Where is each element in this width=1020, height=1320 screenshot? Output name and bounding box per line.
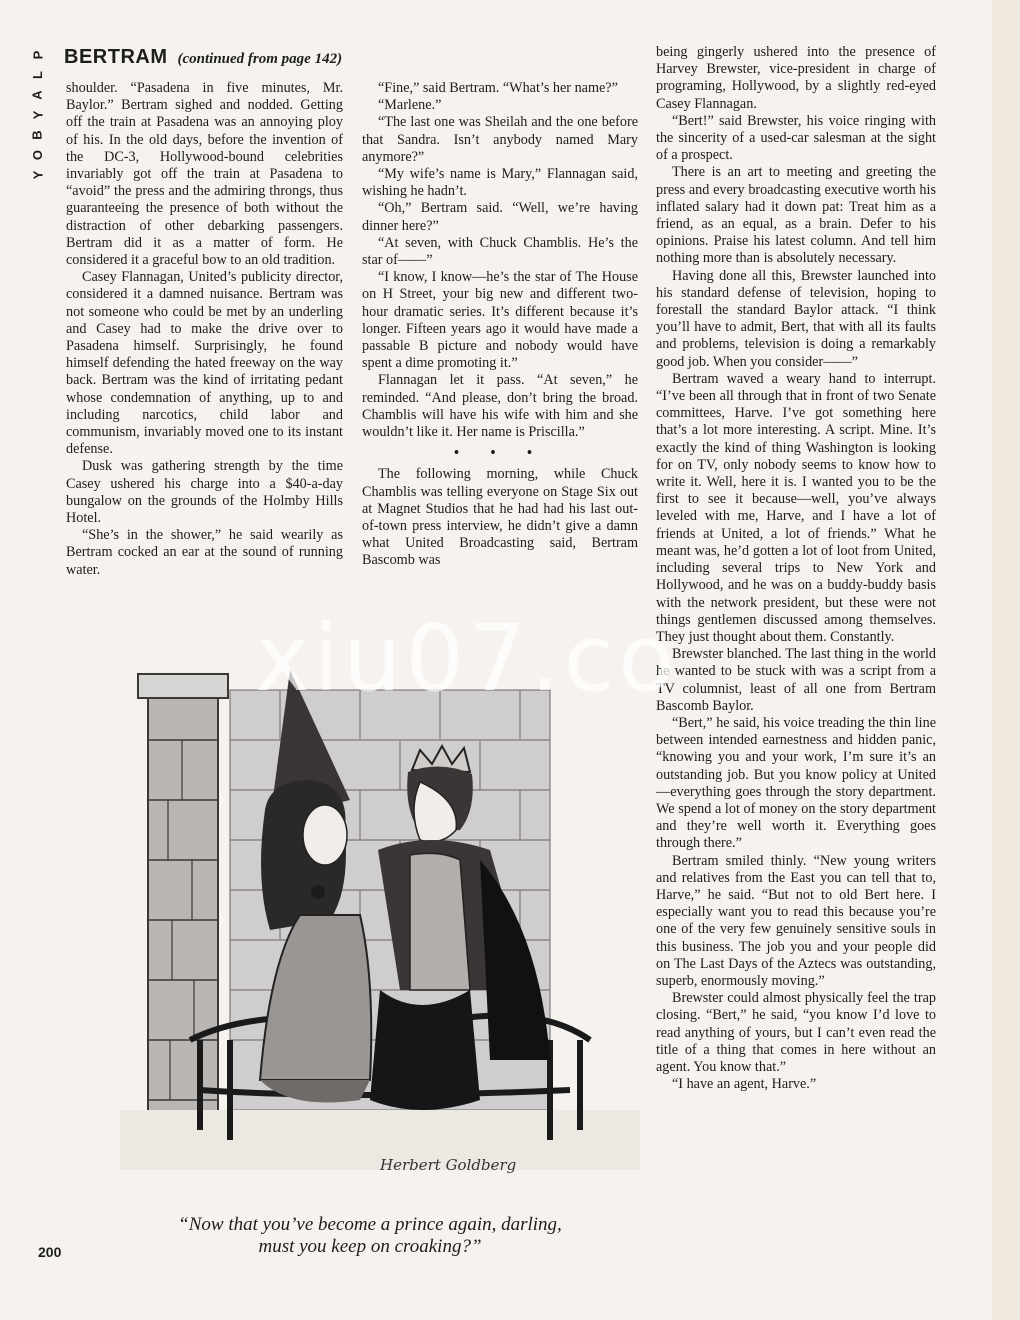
cartoon-illustration — [120, 660, 640, 1210]
paragraph: Having done all this, Brewster launched into his standard defense of television, hoping to forestall the standard Baylor attack. “I think you’ll have to admit, Bert, that with all its faults and problems, television is doing a remarkably good job. When you consider——” — [656, 267, 936, 370]
paragraph: “Marlene.” — [378, 97, 442, 114]
caption-line: “Now that you’ve become a prince again, darling, — [178, 1214, 562, 1235]
paragraph: being gingerly ushered into the presence of Harvey Brewster, vice-president in charge of programing, Hollywood, by a slightly red-eyed Casey Flannagan. — [656, 44, 936, 112]
paragraph: Casey Flannagan, United’s publicity director, considered it a damned nuisance. Bertram was not someone who could be met by an underling and Casey had to make the drive over to Pasadena himself. Surprisingly, he found himself defending the hated freeway on the way back. Bertram was the kind of irritating pedant whose condemnation of anything, up to and including narcotics, child labor and communism, invariably moved one to its instant defense. — [66, 269, 343, 458]
caption-line: must you keep on croaking?” — [258, 1236, 482, 1257]
paragraph: “I know, I know—he’s the star of The House on H Street, your big new and different two-hour dramatic series. It’s different because it’s longer. Fifteen years ago it would have made a passable B picture and nobody would have spent a dime promoting it.” — [362, 269, 638, 372]
mag-letter: Y — [29, 110, 45, 120]
stone-column — [138, 674, 228, 1160]
paragraph: Brewster could almost physically feel the trap closing. “Bert,” he said, “you know I’d love to read anything of yours, but I can’t even read the title of a thing that comes in here without an agent. You know that.” — [656, 990, 936, 1075]
text-column-2 — [362, 80, 638, 570]
paragraph: “At seven, with Chuck Chamblis. He’s the star of——” — [362, 234, 638, 269]
text-column-1 — [66, 80, 343, 579]
cartoon-drawing — [120, 660, 640, 1210]
paragraph: Flannagan let it pass. “At seven,” he reminded. “And please, don’t bring the broad. Chamblis will have his wife with him and she wouldn’t like it. Her name is Priscilla.” — [362, 372, 638, 441]
mag-letter: L — [29, 71, 45, 79]
article-header — [64, 46, 342, 69]
mag-letter: A — [29, 90, 45, 100]
mag-letter: P — [29, 50, 45, 60]
page-edge — [992, 0, 1020, 1320]
paragraph: Brewster blanched. The last thing in the world he wanted to be stuck with was a script from a TV columnist, least of all one from Bertram Bascomb Baylor. — [656, 646, 936, 714]
paragraph: “I have an agent, Harve.” — [672, 1076, 817, 1093]
paragraph: “Fine,” said Bertram. “What’s her name?” — [378, 80, 618, 96]
page-number: 200 — [38, 1244, 62, 1260]
text-column-3 — [656, 44, 936, 1093]
magazine-name-vertical — [28, 48, 48, 182]
paragraph: “Bert,” he said, his voice treading the thin line between intended earnestness and hidden panic, “knowing you and your work, I’m sure it’s an outstanding job. But you know policy at United—everything goes through the story department. We spend a lot of money on the story department and they’re well worth it. Everything goes through there.” — [656, 714, 936, 852]
paragraph: “My wife’s name is Mary,” Flannagan said, wishing he hadn’t. — [362, 166, 638, 200]
paragraph: shoulder. “Pasadena in five minutes, Mr. Baylor.” Bertram sighed and nodded. Getting off the train at Pasadena was an annoying ploy of his. In the old days, before the invention of the DC-3, Hollywood-bound celebrities invariably got off the train at Pasadena to “avoid” the press and the admiring throngs, thus guaranteeing the presence of both without the distraction of other debarking passengers. Bertram did it as a matter of form. He considered it a graceful bow to an old tradition. — [66, 80, 343, 269]
article-title: BERTRAM — [64, 46, 168, 68]
artist-signature: Herbert Goldberg — [380, 1156, 517, 1174]
section-separator: • • • — [454, 445, 546, 462]
paragraph: “Bert!” said Brewster, his voice ringing with the sincerity of a used-car salesman at the sight of a prospect. — [656, 112, 936, 164]
mag-letter: O — [30, 149, 45, 161]
paragraph: “The last one was Sheilah and the one before that Sandra. Isn’t anybody named Mary anymore?” — [362, 114, 638, 165]
paragraph: Bertram smiled thinly. “New young writers and relatives from the East you can tell that to, Harve,” he said. “But not to old Bert here. I especially want you to read this because you’re one of the very few genuinely sensitive souls in this business. The job you and your people did on The Last Days of the Aztecs was outstanding, superb, enormously moving.” — [656, 852, 936, 989]
mag-letter: Y — [29, 170, 45, 180]
paragraph: “She’s in the shower,” he said wearily as Bertram cocked an ear at the sound of running water. — [66, 527, 343, 578]
mag-letter: B — [29, 130, 45, 140]
paragraph: “Oh,” Bertram said. “Well, we’re having dinner here?” — [362, 200, 638, 234]
paragraph: There is an art to meeting and greeting the press and every broadcasting executive worth his inflated salary had it down pat: Treat him as a friend, as an equal, as a brain. Defer to his opinions. Praise his latest column. And tell him nothing more than is absolutely necessary. — [656, 164, 936, 267]
paragraph: Dusk was gathering strength by the time Casey ushered his charge into a $40-a-day bungalow on the grounds of the Holmby Hills Hotel. — [66, 458, 343, 527]
cartoon-caption — [100, 1214, 640, 1258]
paragraph: Bertram waved a weary hand to interrupt. “I’ve been all through that in front of two Senate committees, Harve. I’ve got something here that’s a lot more interesting. A script. Mine. It’s exactly the kind of thing Washington is looking for on TV, only nobody seems to know how to write it. Well, here it is. I wanted you to be the first to see it because—well, you’ve always leveled with me, Harve, and I have a lot of friends at United, a lot of friends.” What he meant was, he’d gotten a lot of loot from United, including several trips to New York and Hollywood, and he was on a buddy-buddy basis with the network president, but these were not things gentlemen discussed among themselves. They just thought about them. Constantly. — [656, 370, 936, 645]
continued-note: (continued from page 142) — [177, 51, 343, 67]
paragraph: The following morning, while Chuck Chamblis was telling everyone on Stage Six out at Magnet Studios that he had had his last out-of-town press interview, he didn’t give a damn what United Broadcasting said, Bertram Bascomb was — [362, 466, 638, 569]
watermark: xiu07.co — [255, 605, 679, 712]
